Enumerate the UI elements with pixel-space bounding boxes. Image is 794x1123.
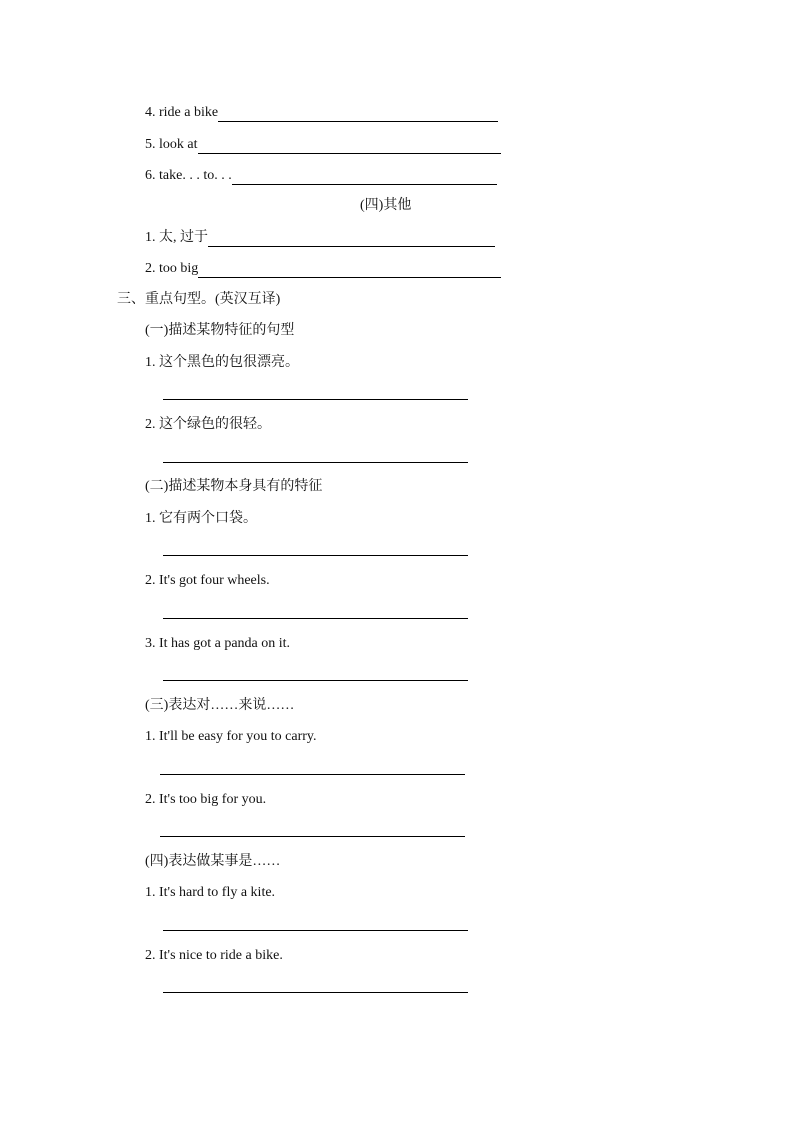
section-title: 三、重点句型。(英汉互译) xyxy=(117,292,281,307)
question-item: 1. It's hard to fly a kite. xyxy=(145,885,276,900)
group-heading: (三)表达对……来说…… xyxy=(145,698,295,713)
answer-line[interactable] xyxy=(163,462,468,463)
question-item: 1. It'll be easy for you to carry. xyxy=(145,729,317,744)
group-heading: (二)描述某物本身具有的特征 xyxy=(145,479,323,494)
vocab-item-text: 5. look at xyxy=(145,137,198,152)
question-item: 2. It's too big for you. xyxy=(145,792,267,807)
others-item xyxy=(145,229,495,247)
answer-line[interactable] xyxy=(163,930,468,931)
answer-blank[interactable] xyxy=(232,170,497,185)
question-item: 2. It's nice to ride a bike. xyxy=(145,948,283,963)
vocab-item xyxy=(145,167,497,185)
question-item: 2. 这个绿色的很轻。 xyxy=(145,417,271,432)
vocab-item xyxy=(145,136,501,154)
others-item-text: 2. too big xyxy=(145,261,199,276)
answer-line[interactable] xyxy=(160,836,465,837)
question-item: 1. 这个黑色的包很漂亮。 xyxy=(145,355,299,370)
others-item xyxy=(145,260,501,278)
others-heading: (四)其他 xyxy=(360,198,412,213)
answer-blank[interactable] xyxy=(198,139,501,154)
vocab-item-text: 4. ride a bike xyxy=(145,105,219,120)
question-item: 3. It has got a panda on it. xyxy=(145,636,291,651)
answer-line[interactable] xyxy=(163,680,468,681)
group-heading: (一)描述某物特征的句型 xyxy=(145,323,295,338)
answer-blank[interactable] xyxy=(208,232,495,247)
answer-blank[interactable] xyxy=(218,107,498,122)
question-item: 2. It's got four wheels. xyxy=(145,573,270,588)
group-heading: (四)表达做某事是…… xyxy=(145,854,281,869)
answer-line[interactable] xyxy=(163,399,468,400)
vocab-item xyxy=(145,104,498,122)
answer-line[interactable] xyxy=(163,618,468,619)
others-item-text: 1. 太, 过于 xyxy=(145,230,208,245)
question-item: 1. 它有两个口袋。 xyxy=(145,511,257,526)
answer-line[interactable] xyxy=(160,774,465,775)
answer-blank[interactable] xyxy=(198,263,501,278)
vocab-item-text: 6. take. . . to. . . xyxy=(145,168,232,183)
answer-line[interactable] xyxy=(163,555,468,556)
answer-line[interactable] xyxy=(163,992,468,993)
